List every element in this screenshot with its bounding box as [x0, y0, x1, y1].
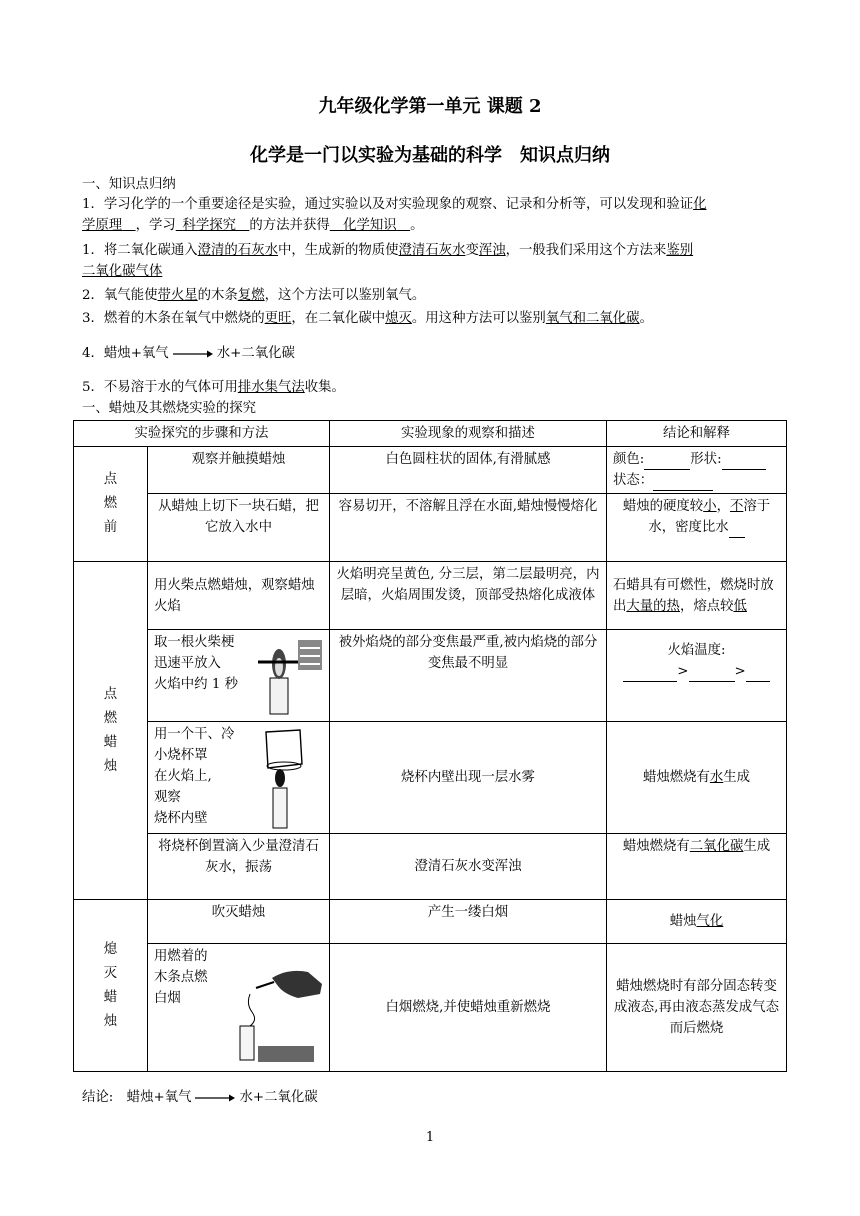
- table-row: [74, 900, 787, 944]
- step-cell: 将烧杯倒置滴入少量澄清石灰水，振荡: [148, 834, 330, 900]
- observation-cell: 产生一缕白烟: [330, 900, 607, 944]
- table-row: [74, 494, 787, 562]
- observation-cell: 容易切开，不溶解且浮在水面,蜡烛慢慢熔化: [330, 494, 607, 562]
- candle-matchstick-icon: [256, 634, 324, 716]
- table-row: [74, 722, 787, 834]
- section-heading-knowledge: 一、知识点归纳: [82, 177, 176, 192]
- beaker-over-candle-icon: [256, 728, 312, 832]
- reaction-arrow-icon: [195, 1093, 235, 1103]
- table-row: [74, 447, 787, 494]
- step-cell-beaker: 用一个干、冷 小烧杯罩 在火焰上, 观察 烧杯内壁: [148, 722, 330, 834]
- page-title: 九年级化学第一单元 课题 2: [318, 96, 542, 117]
- section-label-text: 熄 灭 蜡 烛: [103, 941, 118, 1029]
- table-header-row: [74, 421, 787, 447]
- header-steps: 实验探究的步骤和方法: [74, 421, 330, 447]
- paragraph-4: 3．燃着的木条在氧气中燃烧的更旺，在二氧化碳中熄灭。用这种方法可以鉴别氧气和二氧化碳。: [82, 311, 653, 326]
- step-cell-matchstick: 取一根火柴梗 迅速平放入 火焰中约 1 秒: [148, 630, 330, 722]
- section-label-lighting: [74, 562, 148, 900]
- conclusion-cell: 蜡烛燃烧有二氧化碳生成: [607, 834, 787, 900]
- paragraph-6: 5．不易溶于水的气体可用排水集气法收集。: [82, 380, 345, 395]
- experiment-table: [73, 420, 787, 1072]
- conclusion-cell: 石蜡具有可燃性，燃烧时放出大量的热，熔点较低: [607, 562, 787, 630]
- step-cell-white-smoke: 用燃着的 木条点燃 白烟: [148, 944, 330, 1072]
- step-cell: 用火柴点燃蜡烛，观察蜡烛火焰: [148, 562, 330, 630]
- section-label-text: 点 燃 蜡 烛: [103, 686, 118, 774]
- section-label-extinguish: [74, 900, 148, 1072]
- table-row: [74, 944, 787, 1072]
- header-conclusion: 结论和解释: [607, 421, 787, 447]
- observation-cell: 烧杯内壁出现一层水雾: [330, 722, 607, 834]
- paragraph-5-equation: 4．蜡烛+氧气 水+二氧化碳: [82, 346, 295, 361]
- step-cell: 吹灭蜡烛: [148, 900, 330, 944]
- reaction-arrow-icon: [173, 349, 213, 359]
- page-number: 1: [425, 1130, 435, 1145]
- paragraph-1: 1．学习化学的一个重要途径是实验，通过实验以及对实验现象的观察、记录和分析等，可以发现和验证化: [82, 197, 707, 212]
- section-heading-candle: 一、蜡烛及其燃烧实验的探究: [82, 401, 257, 416]
- page-subtitle: 化学是一门以实验为基础的科学 知识点归纳: [250, 145, 610, 166]
- hand-relighting-candle-icon: [228, 964, 324, 1068]
- header-observation: 实验现象的观察和描述: [330, 421, 607, 447]
- paragraph-3: 2．氧气能使带火星的木条复燃，这个方法可以鉴别氧气。: [82, 288, 426, 303]
- table-row: [74, 630, 787, 722]
- table-row: [74, 834, 787, 900]
- paragraph-2-cont: 二氧化碳气体: [82, 264, 163, 279]
- conclusion-equation: 结论: 蜡烛+氧气 水+二氧化碳: [82, 1090, 318, 1105]
- observation-cell: 澄清石灰水变浑浊: [330, 834, 607, 900]
- observation-cell: 白色圆柱状的固体,有滑腻感: [330, 447, 607, 494]
- observation-cell: 被外焰烧的部分变焦最严重,被内焰烧的部分变焦最不明显: [330, 630, 607, 722]
- conclusion-cell: 蜡烛燃烧有水生成: [607, 722, 787, 834]
- conclusion-cell: 蜡烛燃烧时有部分固态转变成液态,再由液态蒸发成气态而后燃烧: [607, 944, 787, 1072]
- conclusion-cell: 火焰温度: > >: [607, 630, 787, 722]
- conclusion-cell: 颜色: 形状: 状态：: [607, 447, 787, 494]
- observation-cell: 白烟燃烧,并使蜡烛重新燃烧: [330, 944, 607, 1072]
- step-cell: 从蜡烛上切下一块石蜡，把它放入水中: [148, 494, 330, 562]
- conclusion-cell: 蜡烛气化: [607, 900, 787, 944]
- section-label-text: 点 燃 前: [103, 472, 118, 535]
- paragraph-2: 1．将二氧化碳通入澄清的石灰水中，生成新的物质使澄清石灰水变浑浊，一般我们采用这个方法来鉴别: [82, 243, 694, 258]
- paragraph-1-cont: 学原理 ，学习 科学探究 的方法并获得 化学知识 。: [82, 218, 424, 233]
- conclusion-cell: 蜡烛的硬度较小，不溶于水，密度比水: [607, 494, 787, 562]
- step-cell: 观察并触摸蜡烛: [148, 447, 330, 494]
- section-label-before: [74, 447, 148, 562]
- observation-cell: 火焰明亮呈黄色, 分三层，第二层最明亮，内层暗，火焰周围发烫，顶部受热熔化成液体: [330, 562, 607, 630]
- table-row: [74, 562, 787, 630]
